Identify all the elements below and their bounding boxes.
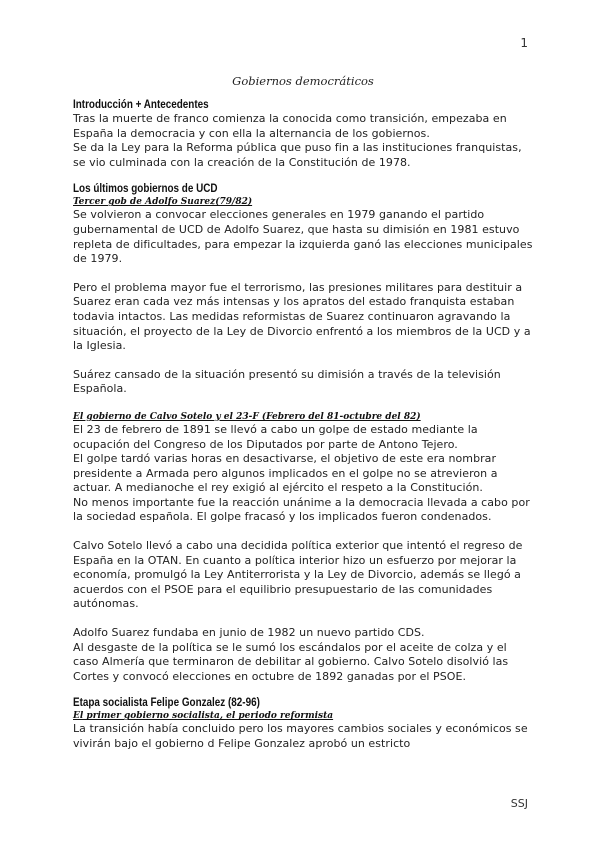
section-heading-intro: Introducción + Antecedentes xyxy=(73,99,209,111)
paragraph: Se da la Ley para la Reforma pública que puso fin a las instituciones franquistas, se vio culminada con la creación de la Constitución de 1978. xyxy=(73,141,522,169)
paragraph: La transición había concluido pero los mayores cambios sociales y económicos se vivirán bajo el gobierno d Felipe Gonzalez aprobó un estricto xyxy=(73,722,528,750)
document-title: Gobiernos democráticos xyxy=(232,74,374,88)
subheading-calvo-sotelo: El gobierno de Calvo Sotelo y el 23-F (Febrero del 81-octubre del 82) xyxy=(73,411,421,422)
subheading-suarez: Tercer gob de Adolfo Suarez(79/82) xyxy=(73,197,253,208)
paragraph: No menos importante fue la reacción unánime a la democracia llevada a cabo por la sociedad española. El golpe fracasó y los implicados fueron condenados. xyxy=(73,495,530,524)
paragraph: Tras la muerte de franco comienza la conocida como transición, empezaba en España la democracia y con ella la alternancia de los gobiernos. xyxy=(73,112,507,140)
subheading-reformista: El primer gobierno socialista, el periodo reformista xyxy=(73,711,334,722)
section-heading-ucd: Los últimos gobiernos de UCD xyxy=(73,183,218,196)
paragraph: Adolfo Suarez fundaba en junio de 1982 un nuevo partido CDS. xyxy=(73,626,425,640)
section-heading-psoe: Etapa socialista Felipe Gonzalez (82-96) xyxy=(73,697,260,710)
document-body xyxy=(73,74,533,752)
paragraph: Al desgaste de la política se le sumó los escándalos por el aceite de colza y el caso Almería que terminaron de debilitar al gobierno. Calvo Sotelo disolvió las Cortes y convocó elecciones en octubre de 1892 ganadas por el PSOE. xyxy=(73,640,509,683)
paragraph: El 23 de febrero de 1891 se llevó a cabo un golpe de estado mediante la ocupación del Congreso de los Diputados por parte de Antono Tejero. xyxy=(73,422,478,451)
paragraph: Suárez cansado de la situación presentó su dimisión a través de la televisión Española. xyxy=(73,367,501,396)
paragraph: El golpe tardó varias horas en desactivarse, el objetivo de este era nombrar presidente a Armada pero algunos implicados en el golpe no se atrevieron a actuar. A medianoche el rey exigió al ejército el respeto a la Constitución. xyxy=(73,452,498,495)
paragraph: Pero el problema mayor fue el terrorismo, las presiones militares para destituir a Suarez eran cada vez más intensas y los apratos del estado franquista estaban todavia intactos. Las medidas reformistas de Suarez continuaron agravando la situación, el proyecto de la Ley de Divorcio enfrentó a los miembros de la UCD y a la Iglesia. xyxy=(73,280,531,353)
paragraph: Se volvieron a convocar elecciones generales en 1979 ganando el partido gubernamental de UCD de Adolfo Suarez, que hasta su dimisión en 1981 estuvo repleta de dificultades, para empezar la izquierda ganó las elecciones municipales de 1979. xyxy=(73,208,533,266)
paragraph: Calvo Sotelo llevó a cabo una decidida política exterior que intentó el regreso de España en la OTAN. En cuanto a política interior hizo un esfuerzo por mejorar la economía, promulgó la Ley Antiterrorista y la Ley de Divorcio, además se llegó a acuerdos con el PSOE para el equilibrio presupuestario de las comunidades autónomas. xyxy=(73,539,523,611)
footer-initials: SSJ xyxy=(510,797,528,810)
page-number: 1 xyxy=(520,36,528,50)
